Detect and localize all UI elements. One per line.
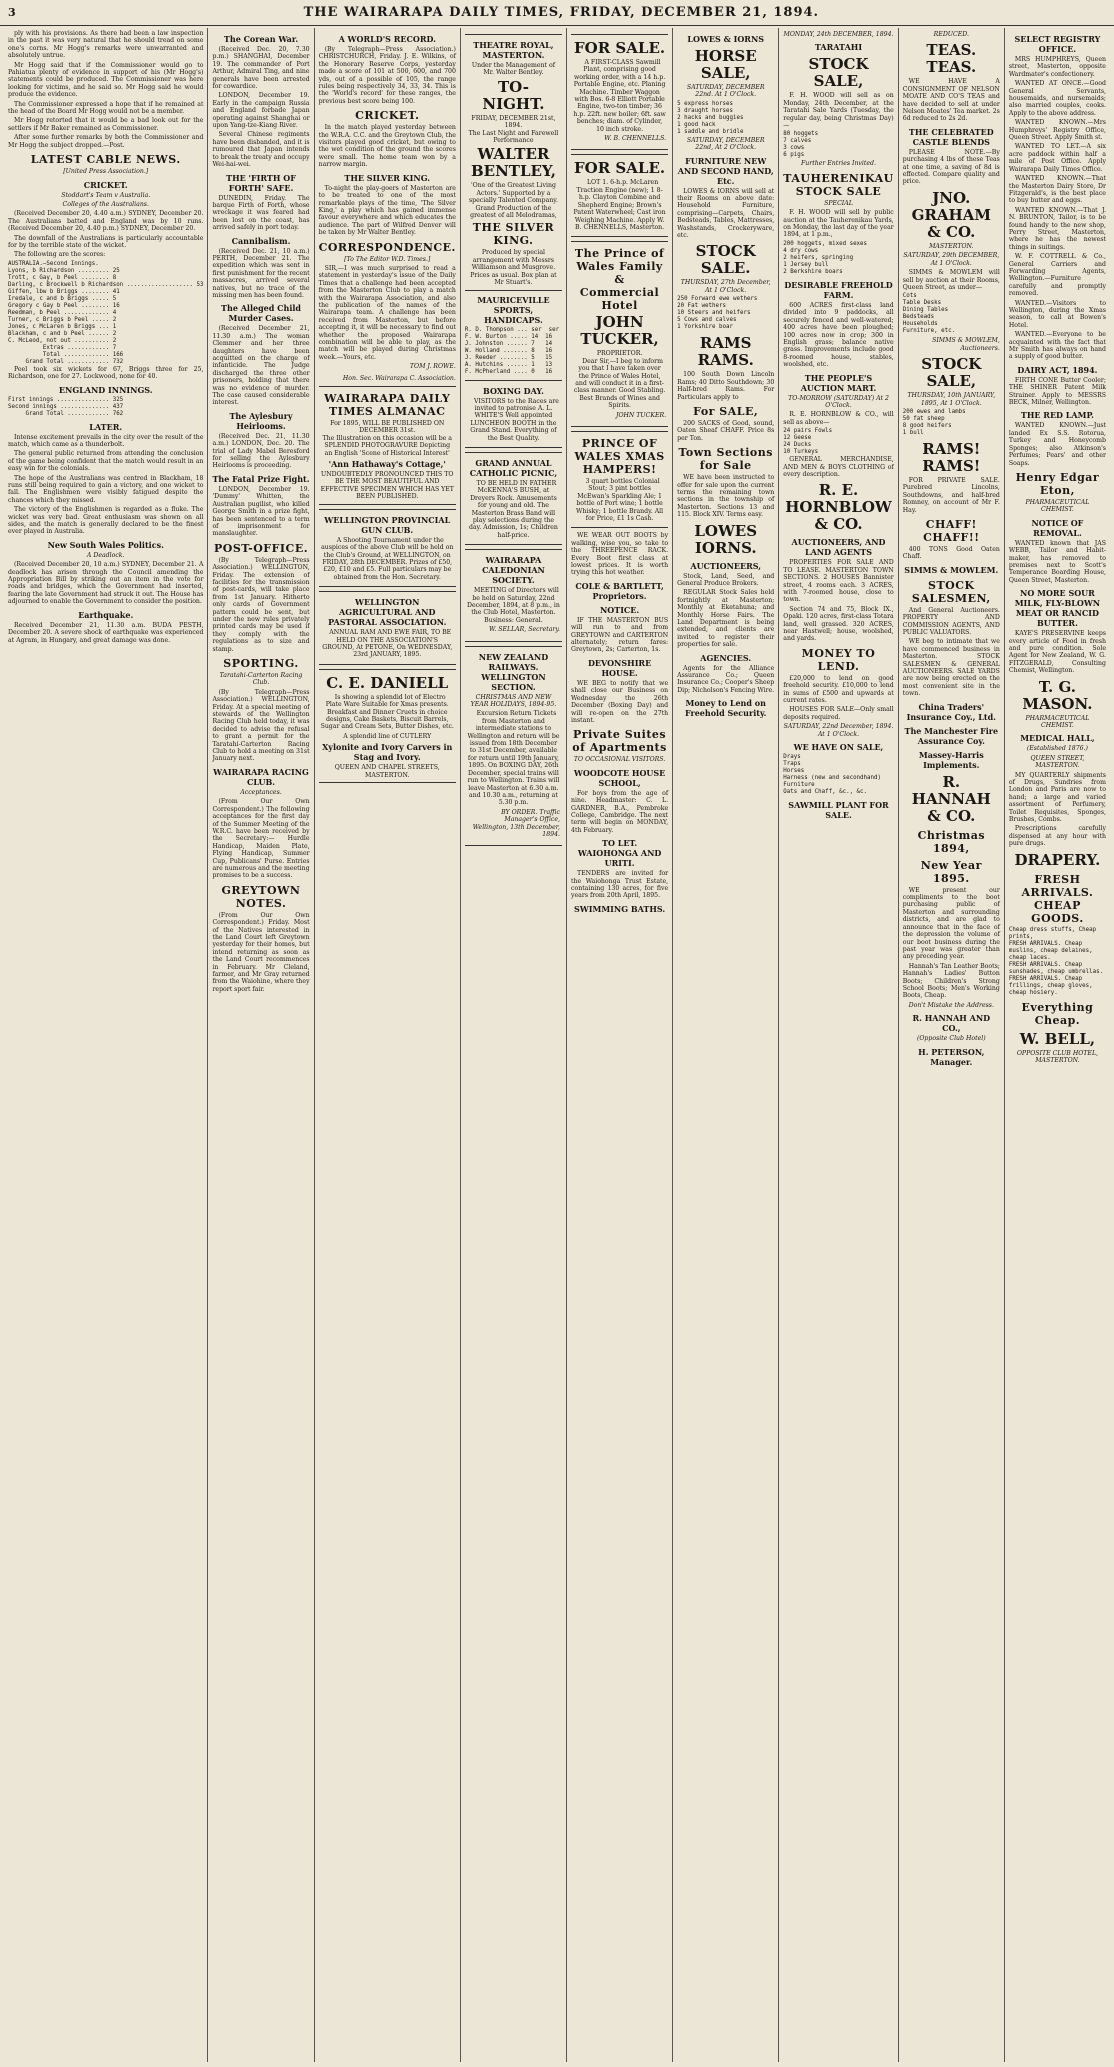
paragraph: Peel took six wickets for 67, Briggs three for 25, Richardson, one for 27. Lockwood, none for 40. (8, 365, 204, 381)
paragraph: Section 74 and 75, Block IX., Opaki. 120 acres, first-class Totara land, well grassed. 320 ACRES, near Hastwell; house, woolshed, and yards. (783, 605, 894, 643)
paragraph: (By Telegraph—Press Association.) CHRISTCHURCH, Friday. J. E. Wilkins, of the Honorary Reserve Corps, yesterday made a score of 101 at 500, 600, and 700 yds, out of a possible of 105, the range rules being respectively 34, 33, 34. This is the 'World's record' for these ranges, the previous best score being 100. (318, 46, 456, 105)
section-subheading: [United Press Association.] (63, 168, 149, 176)
advert-text: QUEEN AND CHAPEL STREETS, MASTERTON. (334, 764, 440, 779)
section-heading: CRICKET. (83, 179, 128, 190)
paragraph: SIMMS & MOWLEM will sell by auction at their Rooms, Queen Street, as under— (902, 269, 1000, 291)
advert-heading: WELLINGTON PROVINCIAL GUN CLUB. (324, 514, 451, 535)
advert-gun-club (319, 509, 456, 587)
section-heading: DEVONSHIRE HOUSE. (587, 657, 652, 678)
section-heading: The Fatal Prize Fight. (212, 473, 310, 484)
section-subheading: SATURDAY, 22nd December, 1894. At 1 O'Clock. (783, 723, 894, 738)
paragraph: PLEASE NOTE.—By purchasing 4 lbs of these Teas at one time, a saving of 8d is effected. Compare quality and price. (902, 148, 1000, 186)
section-heading: LATEST CABLE NEWS. (30, 153, 181, 167)
advert-text: Under the Management of Mr. Walter Bentley. (471, 62, 556, 77)
section-heading: LATER. (89, 421, 123, 432)
advert-text: 'One of the Greatest Living Actors.' Supported by a specially Talented Company. Grand Production of the greatest of all Melodramas, (468, 182, 558, 220)
paragraph: F. H. WOOD will sell as on Monday, 24th December, at the Taratahi Sale Yards (Tuesday, the regular day, being Christmas Day)— (783, 92, 894, 130)
advert-text: Excursion Return Tickets from Masterton and intermediate stations to Wellington and return will be issued from 18th December to 31st December, available for return until 19th January, 1895. On BOXING DAY, 26th December, special trains will run to Wellington. Trains will leave Masterton at 6.30 a.m. and 10.30 a.m., returning at 5.30 p.m. (467, 710, 560, 807)
section-heading: DESIRABLE FREEHOLD FARM. (784, 279, 893, 300)
section-subheading: SATURDAY, DECEMBER 22nd, At 2 O'Clock. (686, 136, 765, 152)
advert-text: A FIRST-CLASS Sawmill Plant, comprising good working order, with a 14 h.p. Portable Engine, etc. Planing Machine. Timber Waggon with Bos. 6-8 Elliott Portable Engine, two-ton timber; 36 h.p. 22ft. new boiler; 6ft. saw benches; diam. of Cylinder, 10 inch stroke. (573, 59, 666, 133)
section-heading: Earthquake. (78, 609, 134, 620)
section-subheading: SATURDAY, 29th DECEMBER, At 1 O'Clock. (903, 252, 1000, 267)
column-5 (567, 28, 673, 2062)
advert-heading: WELLINGTON AGRICULTURAL AND PASTORAL ASSOCIATION. (328, 597, 447, 628)
section-heading: THE RED LAMP. (1020, 410, 1094, 421)
advert-heading: THEATRE ROYAL, MASTERTON. (473, 40, 554, 60)
section-heading: Town Sections for Sale (678, 446, 773, 473)
section-heading: The Aylesbury Heirlooms. (229, 410, 293, 431)
section-heading: Henry Edgar Eton, (1015, 470, 1100, 497)
section-heading: The Manchester Fire Assurance Coy. (904, 725, 999, 746)
section-heading: DRAPERY. (1014, 850, 1101, 869)
paragraph: (Received December 20, 4.40 a.m.) SYDNEY, December 20. The Australians batted and England was by 10 runs. (Received December 20, 4.40 p.m.) SYDNEY, December 20. (8, 210, 204, 233)
section-heading: STOCK SALE, (921, 355, 982, 391)
section-heading: R. HANNAH & CO. (911, 772, 991, 825)
paragraph: R. E. HORNBLOW & CO., will sell as above— (783, 411, 894, 426)
section-heading: AUCTIONEERS, AND LAND AGENTS (791, 537, 886, 558)
section-heading: W. BELL, (1019, 1029, 1096, 1048)
paragraph: 600 ACRES first-class land divided into 9 paddocks, all securely fenced and well-watered; 400 acres have been ploughed; 100 acres now in crop; 300 in English grass; balance native grass. Improvements include good 8-roomed house, stables, woolshed, etc. (783, 301, 894, 369)
section-subheading: MONDAY, 24th DECEMBER, 1894. (783, 31, 894, 38)
section-heading: China Traders' Insurance Coy., Ltd. (906, 701, 996, 722)
paragraph: After some further remarks by both the Commissioner and Mr Hogg the subject dropped.—Post. (8, 134, 204, 149)
column-7 (779, 28, 898, 2062)
paragraph: F. H. WOOD will sell by public auction at the Tauherenikau Yards, on Monday, the last day of the year 1894, at 1 p.m., (783, 209, 894, 239)
section-subheading: (Established 1876.) (1026, 745, 1088, 753)
signature: BY ORDER. Traffic Manager's Office, Wellington, 13th December, 1894. (472, 808, 561, 838)
advert-text: 3 quart bottles Colonial Stout; 3 pint bottles McEwan's Sparkling Ale; 1 bottle of Port wine; 1 bottle Whisky; 1 bottle Brandy. All for Price, £1 1s Cash. (576, 477, 664, 522)
advert-text: Produced by special arrangement with Messrs Williamson and Musgrove. Prices as usual. Box plan at Mr Stuart's. (470, 249, 557, 287)
section-heading: THE PEOPLE'S AUCTION MART. (800, 372, 877, 393)
paragraph: Intense excitement prevails in the city over the result of the match, which came as a thunderbolt. (8, 433, 204, 448)
paragraph: W. F. COTTRELL & Co., General Carriers and Forwarding Agents, Wellington.—Furniture carefully and promptly removed. (1008, 253, 1106, 298)
paragraph: Prescriptions carefully dispensed at any hour with pure drugs. (1008, 825, 1106, 848)
section-heading: Christmas 1894, (917, 828, 986, 855)
paragraph: The following are the scores: (14, 251, 106, 259)
paragraph: WE have been instructed to offer for sale upon the current terms the remaining town sections in the township of Masterton. Sections 13 and 115. Block XIV. Terms easy. (677, 474, 775, 519)
paragraph: IF THE MASTERTON BUS will run to and from GREYTOWN and CARTERTON alternately; return fares: Greytown, 2s; Carterton, 1s. (571, 616, 669, 654)
section-heading: H. PETERSON, Manager. (918, 1046, 985, 1067)
section-heading: A WORLD'S RECORD. (338, 34, 436, 44)
paragraph: MRS HUMPHREYS, Queen street, Masterton, opposite Wardmater's confectionery. (1008, 56, 1106, 78)
advert-agricultural (319, 591, 456, 665)
section-heading: CHAFF! CHAFF!! (923, 517, 980, 544)
section-heading: COLE & BARTLETT, Proprietors. (575, 580, 664, 601)
signature: SIMMS & MOWLEM, Auctioneers. (932, 337, 1000, 352)
section-heading: Massey-Harris Implements. (918, 749, 984, 770)
column-2 (208, 28, 314, 2062)
paragraph: WANTED TO LET.—A six acre paddock within half a mile of Post Office. Apply Wairarapa Daily Times Office. (1008, 143, 1106, 173)
paragraph: PROPERTIES FOR SALE AND TO LEASE. MASTERTON TOWN SECTIONS. 2 HOUSES Bannister street, 4 rooms each. 3 ACRES, with 7-roomed house, close to town. (783, 559, 894, 604)
column-6 (673, 28, 779, 2062)
section-subheading: OPPOSITE CLUB HOTEL, MASTERTON. (1016, 1049, 1099, 1065)
paragraph: WANTED.—Everyone to be acquainted with the fact that Mr Smith has always on hand a supply of good butter. (1008, 331, 1106, 361)
advert-text: Is showing a splendid lot of Electro Plate Ware Suitable for Xmas presents. Breakfast and Dinner Cruets in choice designs, Cake Baskets, Biscuit Barrels, Sugar and Cream Sets, Butter Dishes, etc. (320, 693, 454, 731)
section-heading: CORRESPONDENCE. (318, 240, 456, 254)
section-subheading: Don't Mistake the Address. (908, 1001, 994, 1009)
section-heading: THE SILVER KING. (344, 172, 431, 183)
section-heading: RAMS! RAMS! (922, 439, 981, 475)
section-heading: New South Wales Politics. (47, 539, 164, 550)
section-heading: For SALE, (693, 404, 759, 418)
section-heading: MONEY TO LEND. (801, 646, 876, 673)
section-heading: SPORTING. (223, 657, 299, 670)
paragraph: WANTED KNOWN.—That J. N. BRUNTON, Tailor, is to be found handy to the new shop, Perry Street, Masterton, where he has the newest things in suitings. (1008, 206, 1106, 251)
lot-list: 5 express horses 3 draught horses 2 hacks and buggies 1 good hack 1 saddle and bridle (677, 100, 744, 135)
column-1 (4, 28, 208, 2062)
paragraph: (Received December 20, 10 a.m.) SYDNEY, December 21. A deadlock has arisen through the Council amending the Appropriation Bill by striking out an item in the vote for roads and bridges, which the Government had inserted, fearing the late Government had struck it out. The House has adjourned to enable the Government to consider the position. (8, 561, 204, 606)
section-heading: Cannibalism. (231, 235, 291, 246)
paragraph: WANTED KNOWN.—Just landed Ex S.S. Rotorua, Turkey and Honeycomb Sponges; also Atkinson's Perfumes; Pears' and other Soaps. (1008, 422, 1106, 467)
paragraph: WANTED.—Visitors to Wellington, during the Xmas season, to call at Bowen's Hotel. (1008, 299, 1106, 329)
advert-text: The Last Night and Farewell Performance (468, 129, 559, 145)
paragraph: LOWES & IORNS will sell at their Rooms on above date: Household Furniture, comprising—Carpets, Chairs, Bedsteads, Tables, Mattresses, Washstands, Crockeryware, etc. (677, 187, 775, 240)
paragraph: And General Auctioneers. PROPERTY AND COMMISSION AGENTS, AND PUBLIC VALUATORS. (902, 606, 1000, 636)
advert-subheading: CHRISTMAS AND NEW YEAR HOLIDAYS, 1894-95. (470, 693, 557, 709)
paragraph: 400 TONS Good Oaten Chaff. (902, 545, 1000, 561)
paragraph: HOUSES FOR SALE—Only small deposits required. (783, 706, 894, 721)
paragraph: (By Telegraph—Press Association.) WELLINGTON, Friday. The extension of facilities for the transmission of post-cards, will take place from 1st January. Hitherto only cards of Government pattern could be sent, but under the new rules privately printed cards may be used if they comply with the regulations as to size and stamp. (212, 556, 310, 653)
paragraph: Agents for the Alliance Assurance Co.; Queen Insurance Co.; Cooper's Sheep Dip; Nicholson's Fencing Wire. (677, 664, 775, 694)
column-4 (461, 28, 567, 2062)
advert-heading: TO-NIGHT. (482, 77, 545, 113)
paragraph: WE BEG to notify that we shall close our Business on Wednesday the 26th December (Boxing Day) and will re-open on the 27th instant. (571, 679, 669, 724)
paragraph: (Received Dec. 21, 10 a.m.) PERTH, December 21. The expedition which was sent in first punishment for the recent massacres, arrived several natives, but no trace of the missing men has been found. (212, 247, 310, 299)
paragraph: 200 SACKS of Good, sound, Oaten Sheaf CHAFF. Price 8s per Ton. (677, 419, 775, 442)
columns (4, 28, 1110, 2062)
lead-paragraph: ply with his provisions. As there had been a law inspection in the past it was very natural that he should tread on some one's corns. Mr Hogg's remarks were unwarranted and absolutely untrue. (8, 30, 204, 60)
paragraph: £20,000 to lend on good freehold security. £10,000 to lend in sums of £500 and upwards at current rates. (783, 674, 894, 705)
column-8 (899, 28, 1005, 2062)
paragraph: MY QUARTERLY shipments of Drugs, Sundries from London and Paris are now to hand; a large and varied assortment of Perfumery, Toilet Requisites, Sponges, Brushes, Combs. (1008, 771, 1106, 824)
advert-hotel (571, 241, 668, 427)
signature: Hon. Sec. Wairarapa C. Association. (342, 374, 456, 382)
scorecard: First innings ............... 325 Second innings .............. 437 Grand Total ............ 762 (8, 396, 124, 417)
section-subheading: THURSDAY, 27th December, At 1 O'Clock. (680, 279, 771, 294)
section-subheading: Further Entries Invited. (800, 160, 876, 168)
signature: W. B. CHENNELLS. (604, 135, 667, 143)
section-heading: POST-OFFICE. (213, 541, 309, 555)
section-heading: New Year 1895. (920, 858, 982, 885)
paragraph: FIRTH CONE Butter Cooler; THE SHINER Patent Milk Strainer. Apply to MESSRS BECK, Milner, Wellington. (1008, 376, 1106, 407)
advert-heading: GRAND ANNUAL CATHOLIC PICNIC, (469, 457, 558, 478)
paragraph: (Received Dec. 21, 11.30 a.m.) LONDON, Dec. 20. The trial of Lady Mabel Beresford for selling the Aylesbury Heirlooms is proceeding. (212, 432, 310, 470)
section-heading: WOODCOTE HOUSE SCHOOL, (573, 767, 666, 788)
advert-hampers (571, 431, 668, 528)
advert-heading: JOHN TUCKER, (580, 313, 659, 349)
section-heading: STOCK SALE. (695, 242, 756, 278)
section-heading: MAURICEVILLE SPORTS, HANDICAPS. (477, 294, 550, 325)
section-heading: HORSE SALE, (694, 47, 757, 82)
advert-text: PROPRIETOR. (596, 350, 643, 358)
lot-list: 24 pairs Fowls 12 Geese 24 Ducks 10 Turkeys (783, 428, 833, 456)
advert-daniell (319, 669, 456, 783)
advert-almanac (319, 386, 456, 505)
advert-sawmill (571, 34, 668, 150)
advert-text: A Shooting Tournament under the auspices of the above Club will be held on the Club's Ground, at WELLINGTON, on FRIDAY, 28th DECEMBER. Prizes of £50, £20, £10 and £5. Full particulars may be obtained from the Hon. Secretary. (321, 536, 454, 581)
section-heading: Private Suites of Apartments (572, 728, 667, 755)
advert-caledonian (465, 549, 562, 641)
paragraph: The Commissioner expressed a hope that if he remained at the head of the Board Mr Hogg would not be a member. (8, 100, 204, 116)
section-subheading: TO OCCASIONAL VISITORS. (573, 756, 666, 764)
advert-heading: BOXING DAY. (483, 385, 544, 396)
paragraph: Several Chinese regiments have been disbanded, and it is rumoured that Japan intends to break the treaty and occupy Wei-hai-wei. (212, 131, 310, 169)
paragraph: (From Our Own Correspondent.) Friday. Most of the Natives interested in the Land Court left Greytown yesterday for their homes, but intend returning as soon as the Land Court recommences in February. Mr Cleland, farmer, and Mr Gray returned from the Waiohine, where they report sport fair. (212, 911, 310, 993)
advert-heading: FOR SALE. (574, 159, 666, 178)
section-subheading: REDUCED. (933, 31, 969, 38)
paragraph: WANTED known that JAS WEBB, Tailor and Habit-maker, has removed to premises next to Scott's Temperance Boarding House, Queen Street, Masterton. (1008, 539, 1106, 584)
section-heading: SIMMS & MOWLEM. (904, 564, 999, 575)
paragraph: (From Our Own Correspondent.) The following acceptances for the first day of the Summer Meeting of the W.R.C. have been received by the Secretary:— Hurdle Handicap, Maiden Plate, Flying Handicap, Summer Cup, Publicans' Purse. Entries are numerous and the meeting promises to be a success. (212, 798, 310, 880)
section-heading: NOTICE. (599, 604, 640, 615)
paragraph: KAYE'S PRESERVINE keeps every article of Food in fresh and pure condition. Sole Agent for New Zealand, W. G. FITZGERALD, Consulting Chemist, Wellington. (1008, 630, 1106, 675)
paragraph: To-night the play-goers of Masterton are to be treated to one of the most remarkable plays of the time, 'The Silver King,' a play which has gained immense favour everywhere and which educates the audience. The part of Wilfred Denver will be taken by Mr Walter Bentley. (318, 184, 456, 237)
section-subheading: PHARMACEUTICAL CHEMIST. (1025, 714, 1090, 729)
column-3 (315, 28, 461, 2062)
advert-theatre (465, 34, 562, 291)
section-heading: WAIRARAPA RACING CLUB. (213, 766, 309, 787)
advert-text: Dear Sir,—I beg to inform you that I have taken over the Prince of Wales Hotel, and will conduct it in a first-class manner. Good Stabling. Best Brands of Wines and Spirits. (573, 357, 666, 410)
advert-text: VISITORS to the Races are invited to patronise A. L. WHITE'S Well appointed LUNCHEON BOOTH in the Grand Stand. Everything of the Best Quality. (470, 397, 559, 442)
section-heading: TARATAHI (814, 42, 863, 53)
paragraph: WE beg to intimate that we have commenced business in Masterton. STOCK SALESMEN & GENERAL AUCTIONEERS. SALE YARDS are now being erected on the most convenient site in the town. (902, 638, 1000, 698)
section-heading: LOWES IORNS. (694, 521, 758, 557)
section-heading: T. G. MASON. (1022, 677, 1093, 713)
paragraph: Mr Hogg retorted that it would be a bad look out for the settlers if Mr Baker remained as Commissioner. (8, 117, 204, 132)
section-subheading: Taratahi-Carterton Racing Club. (219, 672, 303, 687)
advert-heading: PRINCE OF WALES XMAS HAMPERS! (574, 436, 665, 476)
paragraph: 100 South Down Lincoln Rams; 40 Ditto Southdown; 30 Half-bred Rams. For Particulars apply to (677, 371, 775, 401)
section-heading: The Corean War. (223, 34, 299, 44)
paragraph: WE HAVE A CONSIGNMENT OF NELSON MOATE AND CO'S TEAS and have decided to sell at under Nelson Moates' Tea market. 2s 6d reduced to 2s 2d. (902, 78, 1000, 123)
paragraph: (Received December 21, 11.30 a.m.) The woman Clemmer and her three daughters have been acquitted on the charge of infanticide. The Judge discharged the three other prisoners, holding that there was no evidence of murder. The case caused considerable interest. (212, 325, 310, 407)
paragraph: Stock, Land, Seed, and General Produce Brokers. (677, 572, 775, 587)
section-heading: CRICKET. (355, 109, 420, 123)
section-heading: SELECT REGISTRY OFFICE. (1014, 34, 1101, 54)
paragraph: LONDON, December 19. Early in the campaign Russia and England forbade Japan operating against Shanghai or upon Yang-tze-Kiang River. (212, 92, 310, 130)
section-heading: RAMS RAMS. (697, 334, 754, 370)
section-heading: R. E. HORNBLOW & CO. (785, 481, 892, 534)
section-subheading: THURSDAY, 10th JANUARY, 1895, At 1 O'Clock. (907, 392, 996, 407)
section-heading: JNO. GRAHAM & CO. (911, 188, 991, 241)
paragraph: Mr Hogg said that if the Commissioner would go to Pahiatua plenty of evidence in support of his (Mr Hogg's) statements could be produced. The Commissioner was here looking for victims, and he said so. Mr Hogg said he would produce the evidence. (8, 61, 204, 99)
advert-engine (571, 154, 668, 237)
section-heading: WE HAVE ON SALE, (793, 742, 884, 753)
section-subheading: A Deadlock. (86, 551, 125, 559)
paragraph: TENDERS are invited for the Waiohonga Trust Estate, containing 130 acres, for five years from 20th April, 1895. (571, 870, 669, 900)
section-heading: SAWMILL PLANT FOR SALE. (788, 800, 889, 821)
section-heading: AUCTIONEERS, (690, 560, 762, 571)
advert-text: LOT 1. 6-h.p. McLaren Traction Engine (new); 1 8-h.p. Clayton Combine and Shepherd Engine; Brown's Patent Waterwheel; Cast iron Weighing Machine. Apply W. B. CHENNELLS, Masterton. (573, 179, 666, 231)
paragraph: WANTED AT ONCE.—Good General Servants, housemaids, and nursemaids; also married couples, cooks. Apply to the above address. (1008, 80, 1106, 117)
paragraph: WANTED KNOWN.—That the Masterton Dairy Store, Dr Fitzgerald's, is the best place to buy butter and eggs. (1008, 175, 1106, 205)
lot-list: 200 hoggets, mixed sexes 4 dry cows 2 heifers, springing 1 Jersey bull 2 Berkshire boars (783, 240, 868, 275)
paragraph: In the match played yesterday between the W.R.A. C.C. and the Greytown Club, the visitors played good cricket, but owing to the wet condition of the ground the scores were small. The home team won by a narrow margin. (318, 124, 456, 169)
paragraph: The downfall of the Australians is particularly accountable for by the terrible state of the wicket. (8, 234, 204, 249)
section-heading: MEDICAL HALL, (1020, 733, 1095, 744)
advert-heading: C. E. DANIELL (326, 673, 449, 692)
paragraph: GENERAL MERCHANDISE, AND MEN & BOYS CLOTHING of every description. (783, 456, 894, 478)
advert-text: MEETING of Directors will be held on Saturday, 22nd December, 1894, at 8 p.m., in the Club Hotel, Masterton. Business: General. (467, 587, 560, 624)
section-heading: DAIRY ACT, 1894. (1017, 364, 1098, 375)
section-heading: ENGLAND INNINGS. (58, 384, 153, 395)
paragraph: REGULAR Stock Sales held fortnightly at Masterton; Monthly at Eketahuna; and Monthly Horse Fairs. The Land Department is being extended, and clients are invited to register their properties for sale. (677, 589, 775, 649)
section-heading: GREYTOWN NOTES. (221, 883, 301, 910)
section-heading: Everything Cheap. (1021, 1000, 1094, 1027)
section-heading: NO MORE SOUR MILK, FLY-BLOWN MEAT OR RANCID BUTTER. (1014, 588, 1101, 629)
section-heading: AGENCIES. (700, 652, 752, 663)
paragraph: (Received Dec. 20, 7.30 p.m.) SHANGHAI, December 19. The commander of Port Arthur, Admiral Ting, and nine generals have been arrested for cowardice. (212, 46, 310, 91)
lot-list: 200 ewes and lambs 50 fat sheep 8 good heifers 1 bull (902, 408, 966, 436)
paragraph: WE WEAR OUT BOOTS by walking, wise you, so take to the THREEPENCE RACK. Every Boot first class at lowest prices. It is worth trying this hot weather. (571, 532, 669, 577)
advert-text: FRIDAY, DECEMBER 21st, 1894. (471, 114, 556, 130)
lot-list: 80 hoggets 7 calves 3 cows 6 pigs (783, 131, 819, 159)
advert-heading: NEW ZEALAND RAILWAYS. WELLINGTON SECTION. (478, 651, 549, 692)
section-heading: R. HANNAH AND CO., (912, 1013, 991, 1034)
section-subheading: MASTERTON. (929, 242, 974, 250)
lot-list: Drays Traps Horses Harness (new and secondhand) Furniture Oats and Chaff, &c., &c. (783, 754, 881, 796)
paragraph: Hannah's Tan Leather Boots; Hannah's Ladies' Button Boots; Children's Strong School Boots; Men's Working Boots, Cheap. (902, 962, 1000, 1000)
section-heading: FURNITURE NEW AND SECOND HAND, Etc. (677, 155, 774, 186)
masthead (0, 0, 1114, 26)
advert-picnic (465, 452, 562, 545)
paragraph: DUNEDIN, Friday. The barque Firth of Forth, whose wreckage it was feared had been lost on the coast, has arrived safely in port today. (212, 194, 310, 232)
section-heading: Money to Lend on Freehold Security. (684, 698, 767, 719)
lot-list: Cots Table Desks Dining Tables Bedsteads Households Furniture, etc. (902, 293, 956, 335)
masthead-page-number: 3 (8, 6, 17, 19)
paragraph: LONDON, December 19. 'Dummy' Whitten, the Australian pugilist, who killed George Smith in a prize fight, has been sentenced to a term of imprisonment for manslaughter. (212, 485, 310, 538)
advert-heading: FOR SALE. (574, 39, 666, 57)
paragraph: (By Telegraph—Press Association.) WELLINGTON, Friday. At a special meeting of stewards of the Wellington Racing Club held today, it was decided to advise the refusal to grant a permit for the Taratahi-Carterton Racing Club to hold a meeting on 31st January next. (212, 688, 310, 763)
lot-list: 250 Forward ewe wethers 20 Fat wethers 10 Steers and heifers 5 Cows and calves 1 Yorkshire boar (677, 296, 758, 331)
paragraph: WANTED KNOWN.—Mrs Humphreys' Registry Office, Queen Street. Apply Smith st. (1008, 119, 1106, 142)
advert-text: The Illustration on this occasion will be a SPLENDID PHOTOGRAVURE Depicting an English 'Scene of Historical Interest' (322, 434, 452, 457)
section-heading: THE 'FIRTH OF FORTH' SAFE. (226, 172, 296, 193)
handicap-list: R. D. Thompson ... ser ser F. W. Burton ..... 14 16 J. Johnston ...... 7 14 W. Holland ....... 8 16 J. Reeder ........ 5 15 A. Hutchins ...... 1 13 F. McPherland .... 0 16 (464, 326, 560, 375)
advert-heading: The Prince of Wales Family & Commercial Hotel (574, 247, 665, 313)
section-heading: NOTICE OF REMOVAL. (1031, 517, 1084, 538)
advert-heading: 'Ann Hathaway's Cottage,' (328, 459, 446, 470)
paragraph: SIR,—I was much surprised to read a statement in yesterday's issue of the Daily Times that a challenge had been accepted from the Masterton Club to play a match with the Wairarapa Association, and also the publication of the names of the Wairarapa team. A challenge has been received from Masterton, but before accepting it, it will be necessary to find out whether the proposed Wairarapa combination will be able to play, as the match will be played during Christmas week.—Yours, etc. (318, 264, 456, 361)
paragraph: WE present our compliments to the boot purchasing public of Masterton and surrounding districts, and are glad to announce that in the face of the depression the volume of our boot business during the past year was greater than any preceding year. (902, 886, 1000, 961)
paragraph: The hope of the Australians was centred in Blackham, 18 runs still being required to gain a victory, and one wicket to fall. The Englishmen were visibly fatigued despite the chances which they missed. (8, 474, 204, 504)
advert-heading: WALTER BENTLEY, (470, 145, 556, 181)
advert-text: TO BE HELD IN FATHER McKENNA'S BUSH, at Dreyers Rock. Amusements for young and old. The Masterton Brass Band will play selections during the day. Admission, 1s; Children half-price. (468, 479, 558, 539)
section-subheading: Colleges of the Australians. (62, 200, 149, 208)
section-heading: THE CELEBRATED CASTLE BLENDS (908, 126, 994, 147)
advert-heading: THE SILVER KING. (472, 221, 555, 248)
section-subheading: SATURDAY, DECEMBER 22nd. At 1 O'Clock. (686, 84, 765, 99)
section-heading: TAUHERENIKAU STOCK SALE (783, 171, 894, 198)
advert-heading: WAIRARAPA CALEDONIAN SOCIETY. (482, 555, 545, 586)
section-heading: TEAS. TEAS. (926, 41, 977, 77)
section-subheading: TO-MORROW (SATURDAY) At 2 O'Clock. (788, 394, 889, 409)
section-heading: TO LET. WAIOHONGA AND URITI. (577, 838, 662, 869)
advert-text: A splendid line of CUTLERY (343, 732, 432, 740)
signature: JOHN TUCKER. (615, 411, 667, 419)
paragraph: FOR PRIVATE SALE. Purebred Lincolns, Southdowns, and half-bred Romney, on account of Mr F. Hay. (902, 476, 1000, 514)
section-subheading: Stoddart's Team v Australia. (61, 191, 151, 199)
paragraph: For boys from the age of nine. Headmaster: C. L. GARDNER, B.A., Pembroke College, Cambridge. The next term will begin on MONDAY, 4th February. (571, 789, 669, 834)
lot-list: Cheap dress stuffs, Cheap prints, FRESH ARRIVALS. Cheap muslins, cheap delaines, cheap laces. FRESH ARRIVALS. Cheap sunshades, cheap umbrellas. FRESH ARRIVALS. Cheap frillings, cheap gloves, cheap hosiery. (1008, 926, 1104, 996)
scorecard: AUSTRALIA.—Second Innings. Lyons, b Richardson ......... 25 Trott, c Gay, b Peel ........ 8 Darling, c Brockwell b Richardson ................... 53 Giffen, lbw b Briggs ........ 41 Iredale, c and b Briggs ..... 5 Gregory c Gay b Peel ........ 16 Reedman, b Peel ............. 4 Turner, c Briggs b Peel ..... 2 Jones, c McLaren b Briggs ... 1 Blackham, c and b Peel ...... 2 C. McLeod, not out .......... 2 Extras ............ 7 Total ............. 166 Grand Total ............ 732 (8, 260, 204, 365)
paragraph: The victory of the Englishmen is regarded as a fluke. The wicket was very bad. Great enthusiasm was shown on all sides, and the match is generally declared to be the finest ever played in Australia. (8, 506, 204, 536)
advert-text: For 1895, WILL BE PUBLISHED ON DECEMBER 31st. (330, 420, 445, 435)
section-heading: STOCK SALESMEN, (911, 578, 991, 605)
section-heading: LOWES & IORNS (687, 34, 765, 44)
section-heading: FRESH ARRIVALS. CHEAP GOODS. (1021, 872, 1094, 925)
advert-text: ANNUAL RAM AND EWE FAIR, TO BE HELD ON THE ASSOCIATION'S GROUND, At PETONE, On WEDNESDAY, 23rd JANUARY, 1895. (322, 629, 453, 659)
section-subheading: Acceptances. (240, 788, 282, 796)
masthead-title: THE WAIRARAPA DAILY TIMES, FRIDAY, DECEMBER 21, 1894. (303, 5, 820, 20)
paragraph: The general public returned from attending the conclusion of the game being confident that the match would result in an easy win for the colonials. (8, 450, 204, 473)
column-9 (1005, 28, 1110, 2062)
section-subheading: QUEEN STREET, MASTERTON. (1030, 754, 1085, 770)
advert-heading: WAIRARAPA DAILY TIMES ALMANAC (324, 392, 451, 419)
advert-heading: Xylonite and Ivory Carvers in Stag and Ivory. (322, 742, 453, 763)
advert-luncheon (465, 380, 562, 448)
signature: W. SELLAR, Secretary. (489, 626, 561, 634)
advert-railways (465, 646, 562, 847)
section-subheading: PHARMACEUTICAL CHEMIST. (1025, 498, 1090, 514)
advert-text: UNDOUBTEDLY PRONOUNCED THIS TO BE THE MOST BEAUTIFUL AND EFFECTIVE SPECIMEN WHICH HAS YET BEEN PUBLISHED. (320, 471, 454, 501)
section-subheading: SPECIAL (824, 199, 853, 207)
section-heading: STOCK SALE, (808, 55, 869, 91)
paragraph: Received December 21, 11.30 a.m. BUDA PESTH, December 20. A severe shock of earthquake was experienced at Agram, in Hungary, and great damage was done. (8, 621, 204, 644)
signature: TOM J. ROWE. (409, 363, 456, 371)
section-heading: The Alleged Child Murder Cases. (221, 303, 301, 324)
section-subheading: [To The Editor W.D. Times.] (344, 255, 431, 263)
section-heading: SWIMMING BATHS. (573, 903, 666, 914)
section-subheading: (Opposite Club Hotel) (916, 1035, 986, 1043)
